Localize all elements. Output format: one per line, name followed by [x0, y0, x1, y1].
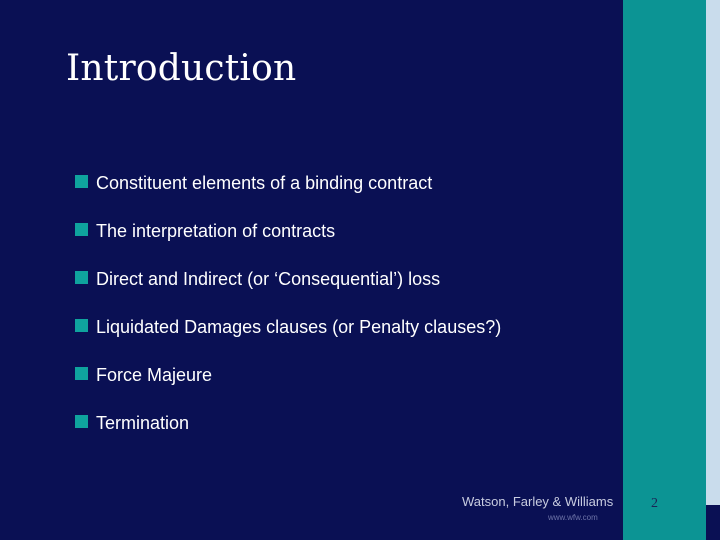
square-bullet-icon — [75, 415, 88, 428]
side-band-bottom-cut — [706, 505, 720, 540]
company-url: www.wfw.com — [548, 513, 598, 522]
square-bullet-icon — [75, 175, 88, 188]
bullet-text: Force Majeure — [96, 365, 213, 385]
square-bullet-icon — [75, 271, 88, 284]
square-bullet-icon — [75, 367, 88, 380]
bullet-item — [75, 172, 501, 220]
bullet-item — [75, 412, 501, 460]
bullet-text: The interpretation of contracts — [96, 221, 336, 241]
bullet-item — [75, 316, 501, 364]
bullet-text: Constituent elements of a binding contract — [96, 173, 433, 193]
bullet-item — [75, 268, 501, 316]
teal-side-band — [623, 0, 706, 540]
square-bullet-icon — [75, 223, 88, 236]
bullet-text: Direct and Indirect (or ‘Consequential’) loss — [96, 269, 441, 289]
square-bullet-icon — [75, 319, 88, 332]
bullet-list — [75, 172, 501, 460]
light-side-band — [706, 0, 720, 540]
bullet-text: Liquidated Damages clauses (or Penalty clauses?) — [96, 317, 502, 337]
slide-title: Introduction — [66, 48, 297, 89]
page-number: 2 — [651, 496, 658, 511]
company-logo-text: Watson, Farley & Williams — [462, 494, 614, 509]
bullet-item — [75, 220, 501, 268]
bullet-text: Termination — [96, 413, 190, 433]
bullet-item — [75, 364, 501, 412]
